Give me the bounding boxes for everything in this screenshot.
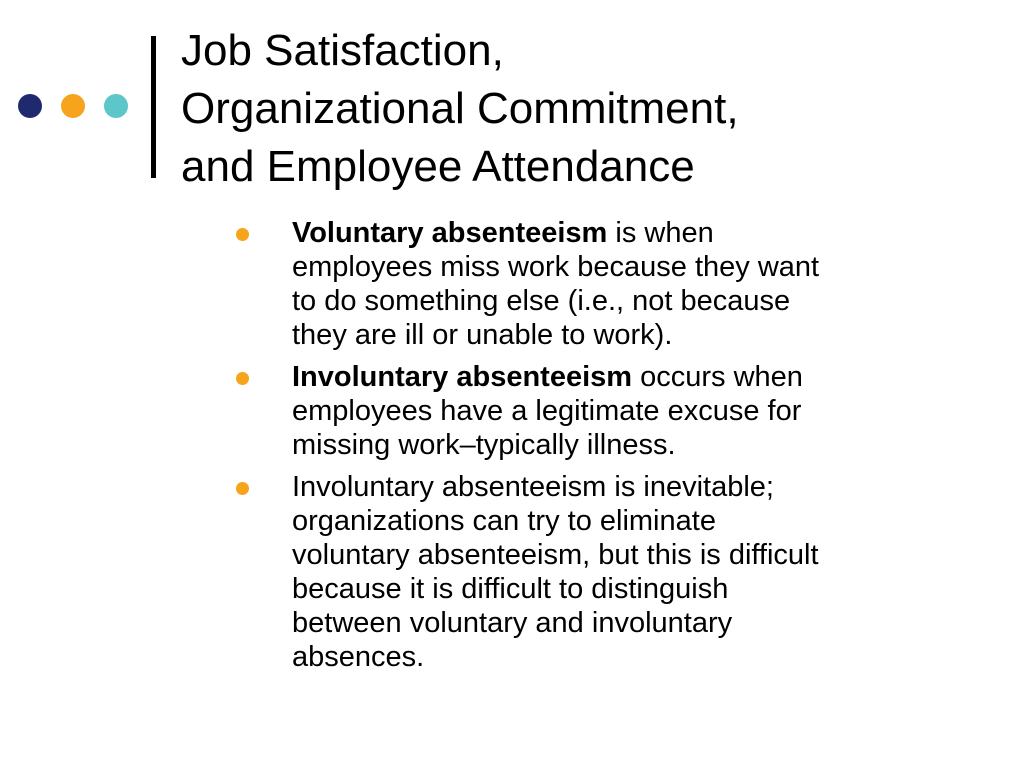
bullet-text: occurs when bbox=[632, 361, 803, 393]
teal-dot-icon bbox=[104, 94, 128, 118]
bullet-line bbox=[292, 360, 962, 394]
bullet-line: they are ill or unable to work). bbox=[292, 319, 673, 351]
bullet-line: to do something else (i.e., not because bbox=[292, 285, 791, 317]
orange-dot-icon bbox=[61, 94, 85, 118]
bullet-line: missing work–typically illness. bbox=[292, 429, 676, 461]
bullet-item bbox=[232, 470, 962, 674]
navy-dot-icon bbox=[18, 94, 42, 118]
slide-title bbox=[181, 22, 739, 196]
bullet-line: employees miss work because they want bbox=[292, 251, 820, 283]
title-divider bbox=[151, 36, 156, 178]
bullet-term: Involuntary absenteeism bbox=[292, 361, 633, 393]
title-line: Job Satisfaction, bbox=[181, 26, 504, 75]
bullet-text: is when bbox=[607, 217, 714, 249]
bullet-line: organizations can try to eliminate bbox=[292, 505, 716, 537]
bullet-icon bbox=[236, 372, 249, 385]
bullet-line: employees have a legitimate excuse for bbox=[292, 395, 802, 427]
bullet-icon bbox=[236, 482, 249, 495]
bullet-line: because it is difficult to distinguish bbox=[292, 573, 729, 605]
bullet-line: between voluntary and involuntary bbox=[292, 607, 733, 639]
bullet-line: absences. bbox=[292, 641, 425, 673]
bullet-icon bbox=[236, 228, 249, 241]
bullet-item bbox=[232, 216, 962, 352]
bullet-item bbox=[232, 360, 962, 462]
title-line: and Employee Attendance bbox=[181, 142, 695, 191]
title-line: Organizational Commitment, bbox=[181, 84, 739, 133]
bullet-line: Involuntary absenteeism is inevitable; bbox=[292, 471, 774, 503]
bullet-term: Voluntary absenteeism bbox=[292, 217, 608, 249]
bullet-line bbox=[292, 216, 962, 250]
bullet-list bbox=[232, 216, 962, 682]
bullet-line: voluntary absenteeism, but this is difficult bbox=[292, 539, 819, 571]
